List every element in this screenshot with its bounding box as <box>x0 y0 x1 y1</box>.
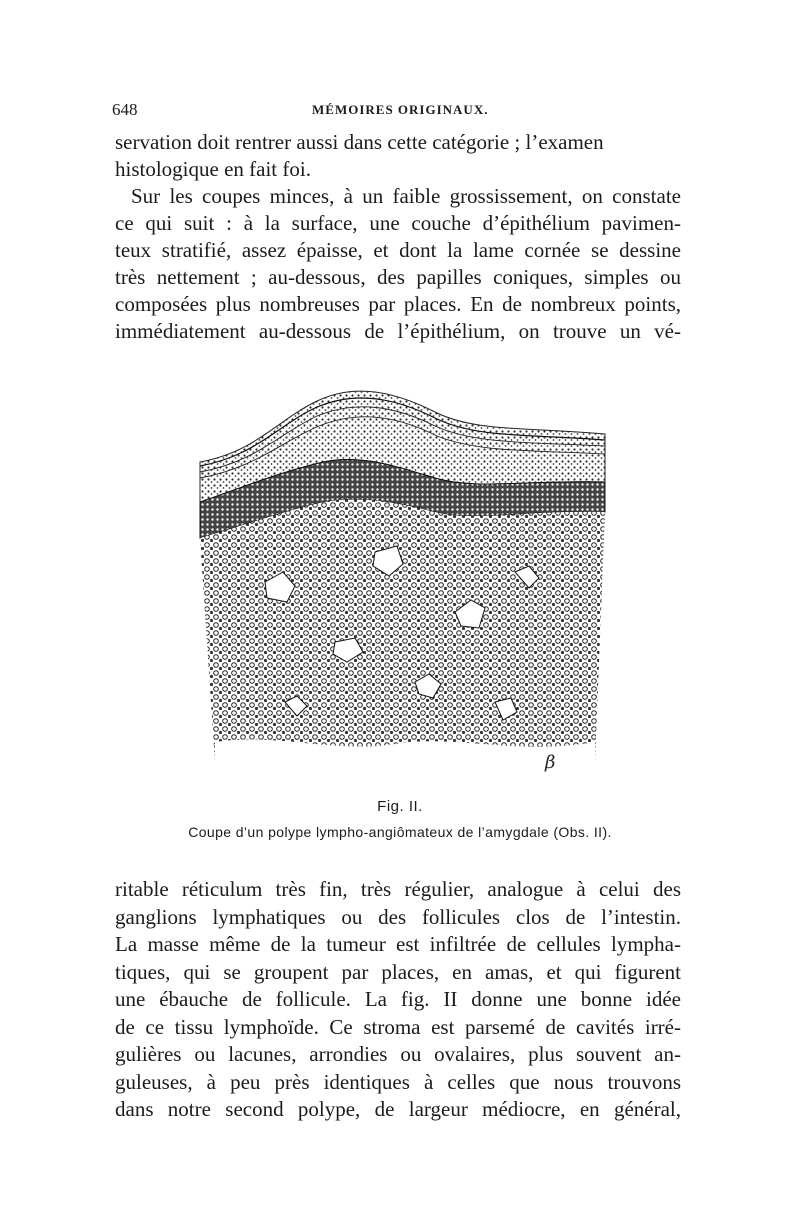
figure-letter: β <box>545 752 556 773</box>
text-line: histologique en fait foi. <box>115 157 311 181</box>
page-header <box>112 100 682 122</box>
running-title: MÉMOIRES ORIGINAUX. <box>312 102 489 117</box>
text-line: très nettement ; au-dessous, des papilles coniques, simples ou <box>115 265 681 289</box>
page-number: 648 <box>112 100 138 119</box>
text-line: servation doit rentrer aussi dans cette catégorie ; l’examen <box>115 130 604 154</box>
text-line: guleuses, à peu près identiques à celles que nous trouvons <box>115 1069 681 1094</box>
histology-figure <box>195 382 615 782</box>
text-line: ritable réticulum très fin, très régulier, analogue à celui des <box>115 877 681 901</box>
text-line: teux stratifié, assez épaisse, et dont la lame cornée se dessine <box>115 238 681 262</box>
figure-caption: Coupe d’un polype lympho-angiômateux de l’amygdale (Obs. II). <box>188 824 612 840</box>
text-line: de ce tissu lymphoïde. Ce stroma est parsemé de cavités irré- <box>115 1014 681 1039</box>
text-line: ganglions lymphatiques ou des follicules clos de l’intestin. <box>115 904 681 929</box>
text-line: La masse même de la tumeur est infiltrée de cellules lympha- <box>115 932 681 956</box>
text-line: dans notre second polype, de largeur médiocre, en général, <box>115 1097 681 1121</box>
text-line: immédiatement au-dessous de l’épithélium, on trouve un vé- <box>115 319 681 343</box>
tissue-section-illustration <box>195 382 615 782</box>
text-line: Sur les coupes minces, à un faible grossissement, on constate <box>131 184 681 208</box>
text-line: gulières ou lacunes, arrondies ou ovalaires, plus souvent an- <box>115 1042 681 1066</box>
text-line: une ébauche de follicule. La fig. II donne une bonne idée <box>115 987 681 1011</box>
text-line: tiques, qui se groupent par places, en amas, et qui figurent <box>115 959 681 984</box>
figure-label: Fig. II. <box>377 798 423 815</box>
text-line: ce qui suit : à la surface, une couche d’épithélium pavimen- <box>115 211 681 235</box>
text-line: composées plus nombreuses par places. En de nombreux points, <box>115 292 681 316</box>
